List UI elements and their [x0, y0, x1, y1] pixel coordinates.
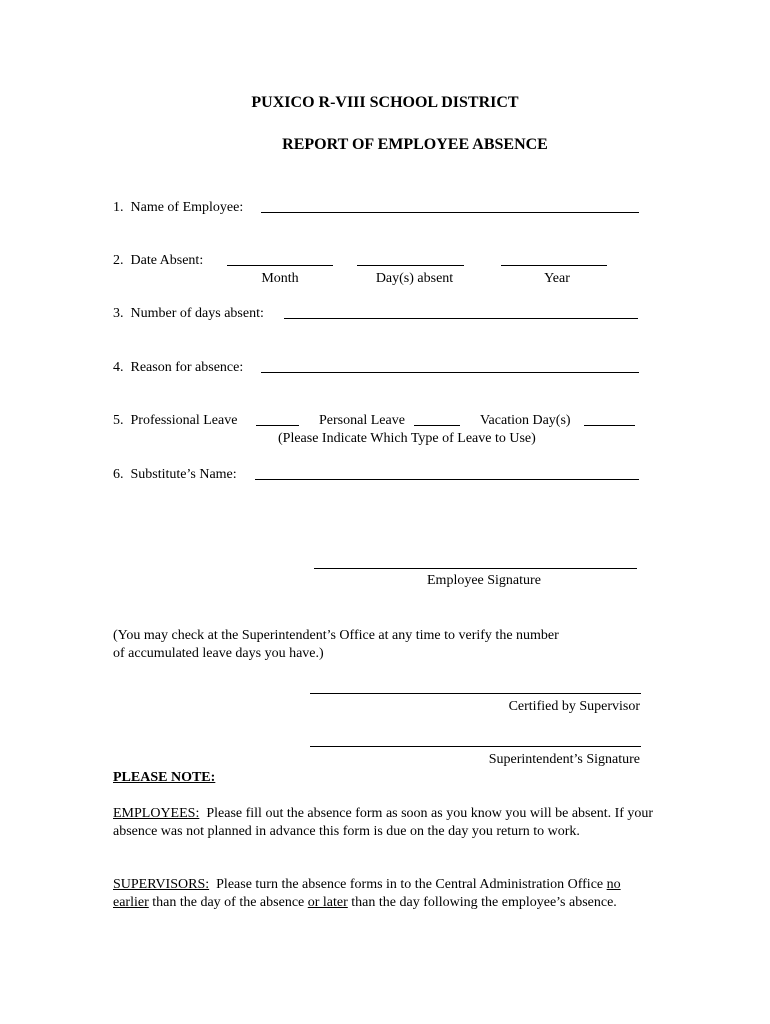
reason-input-line[interactable]	[261, 372, 639, 373]
name-input-line[interactable]	[261, 212, 639, 213]
num-days-input-line[interactable]	[284, 318, 638, 319]
superintendent-signature-caption: Superintendent’s Signature	[488, 752, 640, 767]
substitute-label: Substitute’s Name:	[130, 467, 237, 482]
professional-leave-label: Professional Leave	[130, 413, 238, 428]
field-leave-label	[113, 412, 237, 430]
or-later-text: or later	[307, 895, 348, 910]
leave-type-note: (Please Indicate Which Type of Leave to Use)	[278, 431, 536, 446]
days-input-line[interactable]	[357, 265, 464, 266]
info-line-1: (You may check at the Superintendent’s Office at any time to verify the number	[113, 628, 559, 643]
employees-text: Please fill out the absence form as soon as you know you will be absent. If your absence was not planned in advance this form is due on the day you return to work.	[113, 806, 654, 839]
employees-label: EMPLOYEES:	[113, 806, 200, 821]
item-number: 2.	[113, 253, 124, 268]
days-caption: Day(s) absent	[375, 271, 454, 286]
personal-leave-blank[interactable]	[414, 425, 460, 426]
field-substitute-label	[113, 466, 237, 484]
employees-note	[113, 805, 658, 841]
field-date-label	[113, 252, 203, 270]
supervisors-text-2: than the day of the absence	[152, 895, 305, 910]
no-earlier-text: no earlier	[113, 877, 621, 910]
employee-signature-line[interactable]	[314, 568, 637, 569]
supervisors-text-3: than the day following the employee’s absence.	[351, 895, 617, 910]
item-number: 1.	[113, 200, 124, 215]
info-line-2: of accumulated leave days you have.)	[113, 646, 324, 661]
month-input-line[interactable]	[227, 265, 333, 266]
supervisors-note	[113, 876, 658, 912]
please-note-heading: PLEASE NOTE:	[113, 770, 216, 785]
item-number: 5.	[113, 413, 124, 428]
field-name-label	[113, 199, 243, 217]
name-label: Name of Employee:	[130, 200, 244, 215]
supervisor-signature-caption: Certified by Supervisor	[508, 699, 640, 714]
superintendent-signature-line[interactable]	[310, 746, 641, 747]
item-number: 3.	[113, 306, 124, 321]
vacation-days-label: Vacation Day(s)	[480, 413, 571, 428]
field-reason-label	[113, 359, 243, 377]
professional-leave-blank[interactable]	[256, 425, 299, 426]
item-number: 6.	[113, 467, 124, 482]
district-title: PUXICO R-VIII SCHOOL DISTRICT	[251, 94, 519, 111]
field-num-days-label	[113, 305, 264, 323]
form-title: REPORT OF EMPLOYEE ABSENCE	[282, 136, 548, 153]
year-input-line[interactable]	[501, 265, 607, 266]
vacation-days-blank[interactable]	[584, 425, 635, 426]
month-caption: Month	[261, 271, 299, 286]
employee-signature-caption: Employee Signature	[427, 573, 541, 588]
date-label: Date Absent:	[130, 253, 204, 268]
personal-leave-label: Personal Leave	[319, 413, 405, 428]
supervisors-label: SUPERVISORS:	[113, 877, 210, 892]
item-number: 4.	[113, 360, 124, 375]
num-days-label: Number of days absent:	[130, 306, 264, 321]
supervisor-signature-line[interactable]	[310, 693, 641, 694]
substitute-input-line[interactable]	[255, 479, 639, 480]
year-caption: Year	[544, 271, 570, 286]
reason-label: Reason for absence:	[130, 360, 244, 375]
supervisors-text-1: Please turn the absence forms in to the Central Administration Office	[216, 877, 604, 892]
